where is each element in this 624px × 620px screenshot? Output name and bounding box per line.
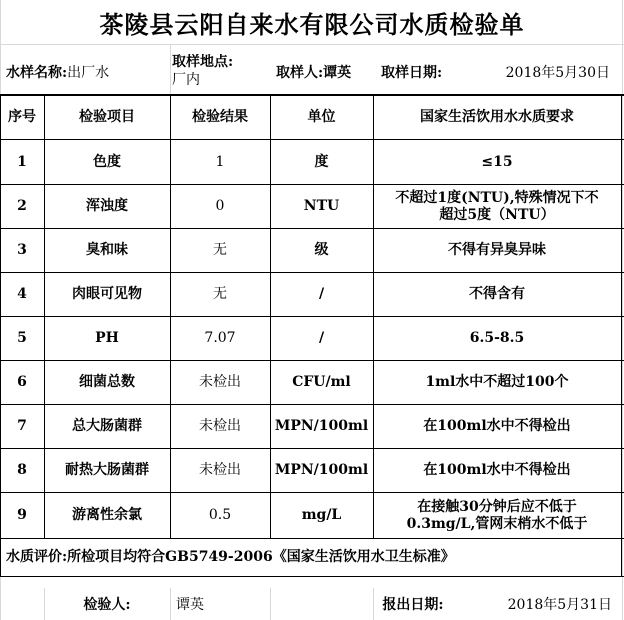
- cell-unit: MPN/100ml: [274, 462, 369, 478]
- cell-unit: CFU/ml: [292, 374, 351, 390]
- gridline: [270, 588, 271, 620]
- requirement-line: 不超过1度(NTU),特殊情况下不: [395, 189, 599, 206]
- cell-result: 无: [213, 286, 227, 302]
- cell-requirement: 6.5-8.5: [469, 330, 525, 346]
- table-right-border: [621, 94, 622, 576]
- cell-item: 细菌总数: [79, 374, 135, 390]
- sampling-date-value: 2018年5月30日: [505, 64, 610, 81]
- cell-result: 未检出: [199, 462, 241, 478]
- gridline: [0, 44, 624, 45]
- sampler-group: [276, 58, 376, 88]
- sampler-label: 取样人:: [276, 64, 324, 81]
- cell-result: 0.5: [208, 507, 232, 523]
- cell-unit: /: [318, 286, 325, 302]
- evaluation-label: 水质评价:: [6, 549, 68, 565]
- cell-no: 3: [17, 242, 27, 258]
- page-title: 茶陵县云阳自来水有限公司水质检验单: [99, 9, 525, 39]
- cell-item: 臭和味: [86, 242, 128, 258]
- cell-result: 0: [215, 198, 225, 214]
- requirement-line: 0.3mg/L,管网末梢水不低于: [406, 515, 588, 532]
- sampler-value: 谭英: [323, 64, 352, 81]
- report-date-value: 2018年5月31日: [507, 596, 612, 613]
- location-value: 厂内: [172, 72, 200, 88]
- cell-unit: MPN/100ml: [274, 418, 369, 434]
- cell-result: 未检出: [199, 418, 241, 434]
- header-result: 检验结果: [192, 108, 248, 125]
- location-label: 取样地点:: [172, 54, 234, 70]
- requirement-line: 超过5度（NTU）: [439, 206, 555, 223]
- cell-unit: mg/L: [301, 507, 342, 523]
- gridline: [170, 44, 171, 94]
- cell-no: 4: [17, 286, 27, 302]
- cell-result: 7.07: [204, 330, 236, 346]
- cell-requirement: [373, 493, 621, 538]
- cell-requirement: 在100ml水中不得检出: [423, 418, 571, 434]
- cell-unit: NTU: [303, 198, 340, 214]
- cell-no: 7: [17, 418, 27, 434]
- sample-name-label: 水样名称:: [6, 64, 68, 81]
- header-item: 检验项目: [79, 108, 135, 125]
- cell-requirement: 1ml水中不超过100个: [425, 374, 569, 390]
- evaluation-bottom-border: [0, 576, 624, 577]
- inspector-value: 谭英: [176, 596, 204, 613]
- inspector-label: 检验人:: [83, 596, 131, 613]
- cell-item: 浑浊度: [86, 198, 128, 214]
- report-date-label: 报出日期:: [382, 596, 444, 613]
- cell-requirement: 不得有异臭异味: [448, 242, 546, 258]
- cell-result: 1: [215, 153, 225, 170]
- evaluation-row: [4, 539, 620, 576]
- cell-item: 色度: [93, 153, 121, 170]
- cell-item: 肉眼可见物: [72, 286, 142, 302]
- cell-unit: 级: [314, 242, 329, 258]
- sampling-date-label: 取样日期:: [381, 64, 443, 81]
- cell-requirement: 不得含有: [469, 286, 525, 302]
- cell-no: 8: [17, 462, 27, 478]
- cell-no: 6: [17, 374, 27, 390]
- requirement-line: 在接触30分钟后应不低于: [417, 498, 577, 515]
- header-unit: 单位: [307, 108, 336, 125]
- sample-name-group: [6, 58, 170, 88]
- cell-result: 无: [213, 242, 227, 258]
- cell-requirement: [373, 185, 621, 228]
- sample-name-value: 出厂水: [67, 64, 110, 81]
- header-requirement: 国家生活饮用水水质要求: [420, 108, 574, 125]
- cell-no: 2: [17, 198, 27, 214]
- gridline: [622, 0, 623, 620]
- cell-no: 1: [17, 153, 27, 170]
- cell-no: 5: [17, 330, 27, 346]
- cell-item: PH: [95, 330, 119, 346]
- header-no: 序号: [8, 108, 36, 125]
- cell-result: 未检出: [199, 374, 241, 390]
- cell-requirement: ≤15: [481, 153, 513, 170]
- cell-item: 耐热大肠菌群: [65, 462, 149, 478]
- cell-item: 总大肠菌群: [72, 418, 142, 434]
- cell-no: 9: [17, 507, 27, 523]
- cell-unit: 度: [314, 153, 329, 170]
- evaluation-text: 所检项目均符合GB5749-2006《国家生活饮用水卫生标准》: [67, 549, 455, 565]
- cell-requirement: 在100ml水中不得检出: [423, 462, 571, 478]
- cell-item: 游离性余氯: [72, 507, 142, 523]
- cell-unit: /: [318, 330, 325, 346]
